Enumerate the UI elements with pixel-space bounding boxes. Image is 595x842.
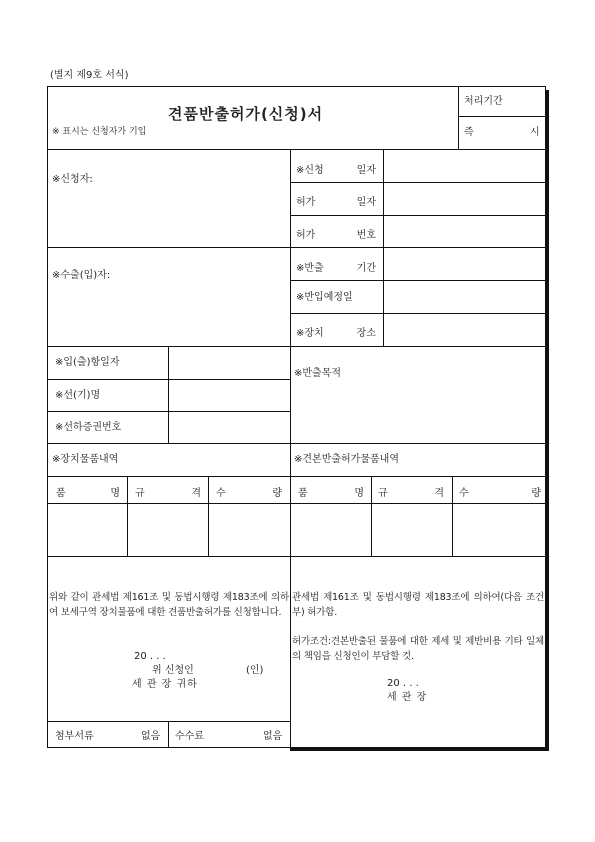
customs-chief-signature: 세 관 장: [387, 692, 428, 703]
col-right-quantity: 수 량: [459, 488, 541, 499]
purpose-label: ※반출목적: [294, 368, 342, 379]
permit-condition: 허가조건:견본반출된 물품에 대한 제세 및 제반비용 기타 일체의 책임을 신청인이 부담할 것.: [292, 636, 544, 662]
addressee: 세 관 장 귀하: [132, 679, 198, 690]
attachment-label: 첨부서류: [55, 731, 94, 742]
ship-name-label: ※선(기)명: [55, 390, 101, 401]
out-period-label: ※반출 기간: [296, 263, 376, 274]
permit-date-label: 허가 일자: [296, 197, 376, 208]
bl-number-label: ※선하증권번호: [55, 422, 122, 433]
application-date: 20 . . .: [134, 651, 166, 662]
col-left-spec: 규 격: [135, 488, 201, 499]
processing-period-value-suffix: 시: [530, 127, 540, 138]
return-date-label: ※반입예정일: [296, 292, 353, 303]
form-number-label: (별지 제9호 서식): [50, 70, 129, 81]
frame-shadow-right: [546, 90, 549, 750]
note-text: ※ 표시는 신청자가 기입: [52, 127, 147, 137]
sample-goods-label: ※견본반출허가물품내역: [294, 454, 399, 465]
permit-number-field[interactable]: [384, 216, 545, 247]
apply-date-field[interactable]: [384, 150, 545, 182]
entry-date-label: ※입(출)항일자: [55, 357, 120, 368]
storage-place-label: ※장치 장소: [296, 328, 376, 339]
col-left-quantity: 수 량: [216, 488, 282, 499]
fee-value: 없음: [263, 731, 283, 742]
seal-mark: (인): [246, 665, 264, 676]
application-statement: 위와 같이 관세법 제161조 및 동법시행령 제183조에 의하여 보세구역 장치물품에 대한 견품반출허가를 신청합니다.: [49, 592, 289, 618]
fee-label: 수수료: [175, 731, 204, 742]
permit-number-label: 허가 번호: [296, 230, 376, 241]
exporter-label: ※수출(입)자:: [52, 270, 111, 281]
processing-period-value: 즉: [464, 127, 474, 138]
permit-date: 20 . . .: [387, 678, 419, 689]
frame-shadow-bottom: [290, 748, 549, 751]
apply-date-label: ※신청 일자: [296, 165, 376, 176]
applicant-signature-label: 위 신청인: [152, 665, 194, 676]
applicant-label: ※신청자:: [52, 174, 93, 185]
attachment-value: 없음: [141, 731, 161, 742]
col-right-item-name: 품 명: [298, 488, 364, 499]
col-right-spec: 규 격: [378, 488, 444, 499]
permit-statement: 관세법 제161조 및 동법시행령 제183조에 의하여(다음 조건부) 허가함.: [292, 592, 544, 618]
stored-goods-label: ※장치물품내역: [52, 454, 119, 465]
processing-period-label: 처리기간: [464, 96, 503, 107]
page-title: 견품반출허가(신청)서: [168, 105, 324, 123]
permit-date-field[interactable]: [384, 183, 545, 215]
col-left-item-name: 품 명: [56, 488, 120, 499]
